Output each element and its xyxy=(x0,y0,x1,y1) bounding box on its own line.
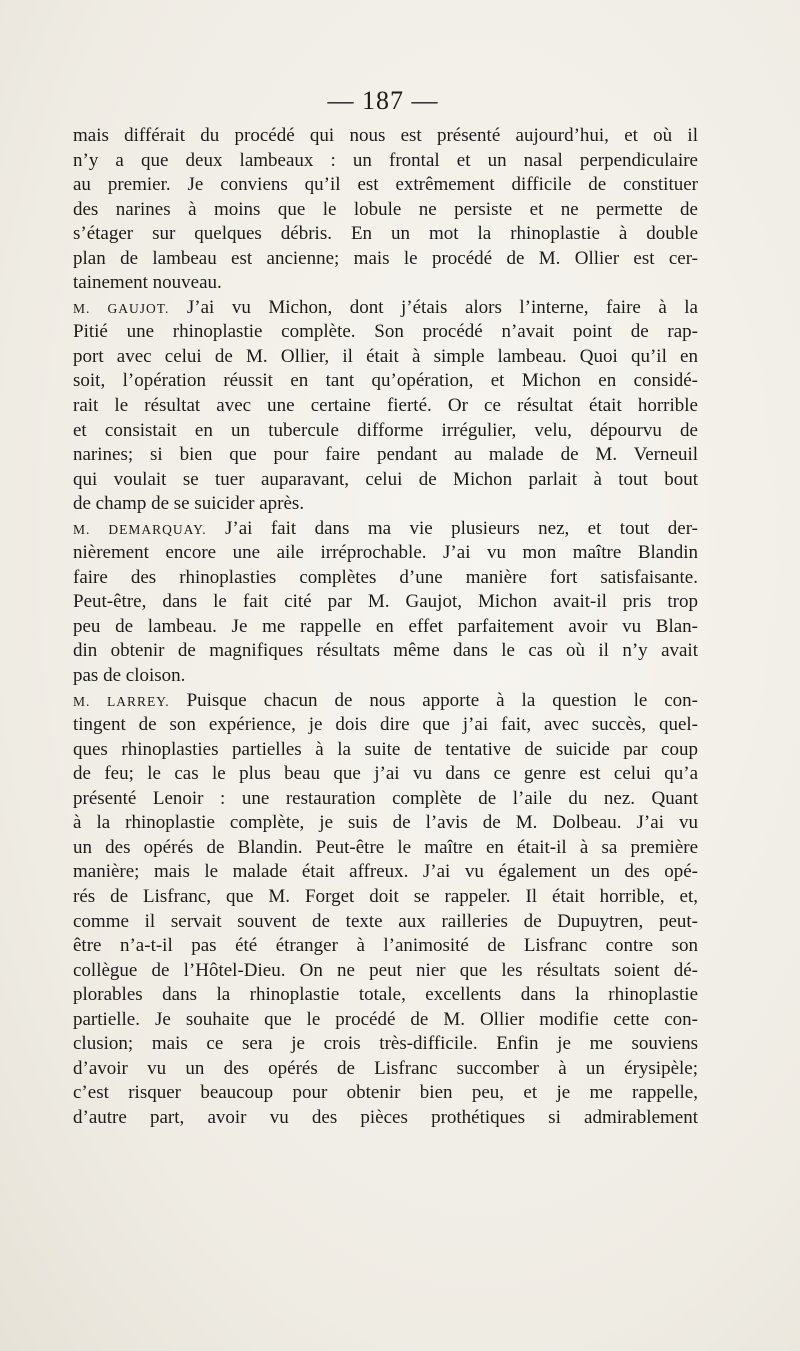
text-line xyxy=(73,738,698,763)
line-text: être n’a-t-il pas été étranger à l’animosité de Lisfranc contre son xyxy=(73,935,698,957)
text-line xyxy=(73,247,698,272)
text-line xyxy=(73,296,698,321)
line-text: soit, l’opération réussit en tant qu’opération, et Michon en considé- xyxy=(73,370,698,392)
line-text: rait le résultat avec une certaine fierté. Or ce résultat était horrible xyxy=(73,395,698,417)
line-text: clusion; mais ce sera je crois très-difficile. Enfin je me souviens xyxy=(73,1033,698,1055)
text-line xyxy=(73,173,698,198)
text-line xyxy=(73,885,698,910)
text-line xyxy=(73,198,698,223)
line-text: d’avoir vu un des opérés de Lisfranc succomber à un érysipèle; xyxy=(73,1057,698,1079)
line-text: de feu; le cas le plus beau que j’ai vu dans ce genre est celui qu’a xyxy=(73,763,698,785)
text-line xyxy=(73,492,698,517)
line-text: Puisque chacun de nous apporte à la question le con- xyxy=(169,689,698,711)
text-line xyxy=(73,762,698,787)
line-text: partielle. Je souhaite que le procédé de M. Ollier modifie cette con- xyxy=(73,1008,698,1030)
text-line xyxy=(73,468,698,493)
text-line xyxy=(73,910,698,935)
text-line xyxy=(73,1008,698,1033)
text-line xyxy=(73,1106,698,1131)
text-line xyxy=(73,566,698,591)
text-line xyxy=(73,983,698,1008)
line-text: plan de lambeau est ancienne; mais le procédé de M. Ollier est cer- xyxy=(73,247,698,269)
line-text: et consistait en un tubercule difforme irrégulier, velu, dépourvu de xyxy=(73,419,698,441)
text-line xyxy=(73,517,698,542)
line-text: peu de lambeau. Je me rappelle en effet parfaitement avoir vu Blan- xyxy=(73,615,698,637)
text-line xyxy=(73,639,698,664)
text-line xyxy=(73,1081,698,1106)
text-line xyxy=(73,811,698,836)
line-text: pas de cloison. xyxy=(73,665,186,687)
text-line xyxy=(73,689,698,714)
line-text: rés de Lisfranc, que M. Forget doit se rappeler. Il était horrible, et, xyxy=(73,885,698,907)
line-text: narines; si bien que pour faire pendant au malade de M. Verneuil xyxy=(73,444,698,466)
line-text: mais différait du procédé qui nous est présenté aujourd’hui, et où il xyxy=(73,125,698,146)
line-text: manière; mais le malade était affreux. J’ai vu également un des opé- xyxy=(73,861,698,883)
text-line xyxy=(73,369,698,394)
text-line xyxy=(73,590,698,615)
text-line xyxy=(73,615,698,640)
text-line xyxy=(73,149,698,174)
line-text: J’ai fait dans ma vie plusieurs nez, et tout der- xyxy=(206,517,698,539)
text-line xyxy=(73,222,698,247)
text-line xyxy=(73,320,698,345)
line-text: s’étager sur quelques débris. En un mot la rhinoplastie à double xyxy=(73,223,698,245)
text-line xyxy=(73,394,698,419)
text-line xyxy=(73,860,698,885)
line-text: faire des rhinoplasties complètes d’une manière fort satisfaisante. xyxy=(73,566,698,588)
text-line xyxy=(73,934,698,959)
line-text: collègue de l’Hôtel-Dieu. On ne peut nier que les résultats soient dé- xyxy=(73,959,698,981)
line-text: nièrement encore une aile irréprochable. J’ai vu mon maître Blandin xyxy=(73,542,698,564)
line-text: comme il servait souvent de texte aux railleries de Dupuytren, peut- xyxy=(73,910,698,932)
text-line xyxy=(73,271,698,296)
text-line xyxy=(73,713,698,738)
line-text: des narines à moins que le lobule ne persiste et ne permette de xyxy=(73,198,698,220)
line-text: de champ de se suicider après. xyxy=(73,493,305,515)
line-text: tainement nouveau. xyxy=(73,272,222,294)
line-text: Pitié une rhinoplastie complète. Son procédé n’avait point de rap- xyxy=(73,321,698,343)
line-text: Peut-être, dans le fait cité par M. Gaujot, Michon avait-il pris trop xyxy=(73,591,698,613)
text-line xyxy=(73,443,698,468)
line-text: din obtenir de magnifiques résultats même dans le cas où il n’y avait xyxy=(73,640,698,662)
line-text: J’ai vu Michon, dont j’étais alors l’interne, faire à la xyxy=(169,296,698,318)
line-text: présenté Lenoir : une restauration complète de l’aile du nez. Quant xyxy=(73,787,698,809)
speaker-name: M. GAUJOT. xyxy=(73,300,170,316)
page-number: — 187 — xyxy=(327,86,439,115)
line-text: d’autre part, avoir vu des pièces prothétiques si admirablement xyxy=(73,1106,698,1128)
line-text: n’y a que deux lambeaux : un frontal et un nasal perpendiculaire xyxy=(73,149,698,171)
text-line xyxy=(73,959,698,984)
speaker-name: M. DEMARQUAY. xyxy=(73,521,207,537)
line-text: port avec celui de M. Ollier, il était à simple lambeau. Quoi qu’il en xyxy=(73,345,698,367)
line-text: un des opérés de Blandin. Peut-être le maître en était-il à sa première xyxy=(73,836,698,858)
line-text: au premier. Je conviens qu’il est extrêmement difficile de constituer xyxy=(73,174,698,196)
line-text: c’est risquer beaucoup pour obtenir bien peu, et je me rappelle, xyxy=(73,1082,698,1104)
text-line xyxy=(73,1032,698,1057)
text-line xyxy=(73,345,698,370)
speaker-name: M. LARREY. xyxy=(73,693,170,709)
text-line xyxy=(73,787,698,812)
text-line xyxy=(73,124,698,149)
text-line xyxy=(73,419,698,444)
body-text xyxy=(73,124,698,1130)
line-text: plorables dans la rhinoplastie totale, excellents dans la rhinoplastie xyxy=(73,984,698,1006)
line-text: qui voulait se tuer auparavant, celui de Michon parlait à tout bout xyxy=(73,468,698,490)
line-text: ques rhinoplasties partielles à la suite de tentative de suicide par coup xyxy=(73,738,698,760)
text-line xyxy=(73,541,698,566)
text-line xyxy=(73,836,698,861)
line-text: à la rhinoplastie complète, je suis de l’avis de M. Dolbeau. J’ai vu xyxy=(73,812,698,834)
text-line xyxy=(73,1057,698,1082)
text-line xyxy=(73,664,698,689)
line-text: tingent de son expérience, je dois dire que j’ai fait, avec succès, quel- xyxy=(73,714,698,736)
